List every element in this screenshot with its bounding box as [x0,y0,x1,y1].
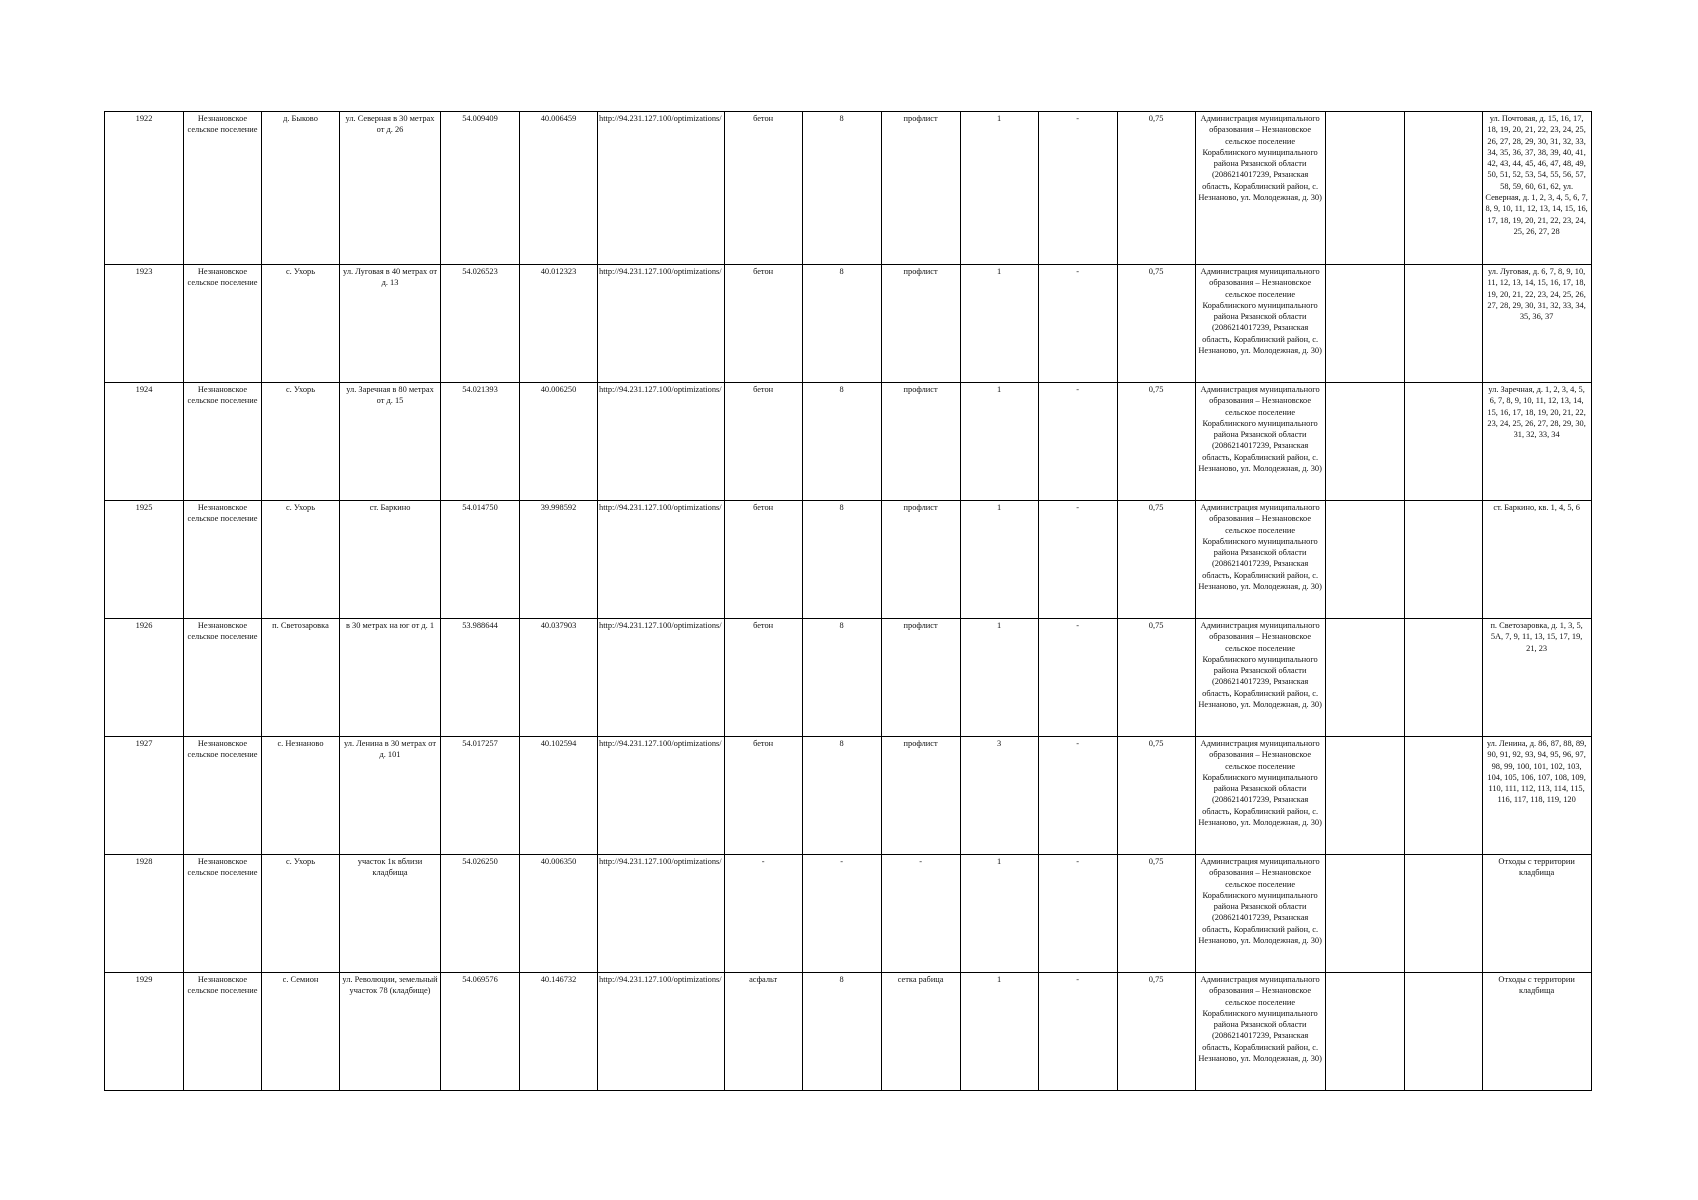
waste-sources-cell: п. Светозаровка, д. 1, 3, 5, 5А, 7, 9, 11, 13, 15, 17, 19, 21, 23 [1482,619,1591,737]
latitude-cell: 54.026523 [441,265,520,383]
surface-cell: бетон [724,112,802,265]
owner-cell: Администрация муниципального образования – Незнановское сельское поселение Кораблинского муниципального района Рязанской области (2086214017239, Рязанская область, Кораблинский район, с. Незнаново, ул. Молодежная, д. 30) [1195,619,1325,737]
address-cell: ул. Революции, земельный участок 78 (кладбище) [340,973,441,1091]
empty-cell [1325,737,1404,855]
address-cell: ул. Луговая в 40 метрах от д. 13 [340,265,441,383]
surface-cell: бетон [724,383,802,501]
locality-cell: с. Семион [262,973,340,1091]
owner-cell: Администрация муниципального образования – Незнановское сельское поселение Кораблинского муниципального района Рязанской области (2086214017239, Рязанская область, Кораблинский район, с. Незнаново, ул. Молодежная, д. 30) [1195,973,1325,1091]
row-number-cell: 1923 [105,265,184,383]
table-row [105,619,1592,737]
planned-containers-cell: - [1038,737,1117,855]
container-count-cell: 1 [960,265,1038,383]
row-number-cell: 1926 [105,619,184,737]
address-cell: ул. Северная в 30 метрах от д. 26 [340,112,441,265]
empty-cell [1404,737,1482,855]
row-number-cell: 1925 [105,501,184,619]
settlement-cell: Незнановское сельское поселение [184,265,262,383]
volume-cell: 0,75 [1117,619,1195,737]
settlement-cell: Незнановское сельское поселение [184,855,262,973]
volume-cell: 0,75 [1117,737,1195,855]
owner-cell: Администрация муниципального образования – Незнановское сельское поселение Кораблинского муниципального района Рязанской области (2086214017239, Рязанская область, Кораблинский район, с. Незнаново, ул. Молодежная, д. 30) [1195,112,1325,265]
waste-sources-cell: ст. Баркино, кв. 1, 4, 5, 6 [1482,501,1591,619]
longitude-cell: 40.006250 [520,383,598,501]
empty-cell [1325,855,1404,973]
table-row [105,973,1592,1091]
address-cell: ул. Ленина в 30 метрах от д. 101 [340,737,441,855]
empty-cell [1325,501,1404,619]
container-count-cell: 1 [960,619,1038,737]
fence-cell: профлист [881,383,960,501]
settlement-cell: Незнановское сельское поселение [184,619,262,737]
empty-cell [1404,112,1482,265]
latitude-cell: 54.017257 [441,737,520,855]
surface-cell: бетон [724,619,802,737]
locality-cell: д. Быково [262,112,340,265]
surface-cell: асфальт [724,973,802,1091]
link-cell[interactable]: http://94.231.127.100/optimizations/ [598,112,725,265]
owner-cell: Администрация муниципального образования – Незнановское сельское поселение Кораблинского муниципального района Рязанской области (2086214017239, Рязанская область, Кораблинский район, с. Незнаново, ул. Молодежная, д. 30) [1195,383,1325,501]
locality-cell: с. Незнаново [262,737,340,855]
row-number-cell: 1928 [105,855,184,973]
area-cell: 8 [802,265,881,383]
table-row [105,265,1592,383]
planned-containers-cell: - [1038,501,1117,619]
surface-cell: бетон [724,501,802,619]
volume-cell: 0,75 [1117,501,1195,619]
table-row [105,855,1592,973]
area-cell: 8 [802,737,881,855]
waste-sources-cell: ул. Луговая, д. 6, 7, 8, 9, 10, 11, 12, 13, 14, 15, 16, 17, 18, 19, 20, 21, 22, 23, 24, 25, 26, 27, 28, 29, 30, 31, 32, 33, 34, 35, 36, 37 [1482,265,1591,383]
settlement-cell: Незнановское сельское поселение [184,737,262,855]
row-number-cell: 1922 [105,112,184,265]
empty-cell [1404,383,1482,501]
planned-containers-cell: - [1038,265,1117,383]
area-cell: 8 [802,112,881,265]
empty-cell [1404,501,1482,619]
latitude-cell: 54.069576 [441,973,520,1091]
address-cell: в 30 метрах на юг от д. 1 [340,619,441,737]
link-cell[interactable]: http://94.231.127.100/optimizations/ [598,973,725,1091]
planned-containers-cell: - [1038,112,1117,265]
locality-cell: с. Ухорь [262,501,340,619]
container-count-cell: 1 [960,855,1038,973]
owner-cell: Администрация муниципального образования – Незнановское сельское поселение Кораблинского муниципального района Рязанской области (2086214017239, Рязанская область, Кораблинский район, с. Незнаново, ул. Молодежная, д. 30) [1195,265,1325,383]
container-count-cell: 1 [960,112,1038,265]
row-number-cell: 1927 [105,737,184,855]
table-row [105,383,1592,501]
settlement-cell: Незнановское сельское поселение [184,501,262,619]
latitude-cell: 53.988644 [441,619,520,737]
waste-sources-cell: ул. Заречная, д. 1, 2, 3, 4, 5, 6, 7, 8, 9, 10, 11, 12, 13, 14, 15, 16, 17, 18, 19, 20, 21, 22, 23, 24, 25, 26, 27, 28, 29, 30, 31, 32, 33, 34 [1482,383,1591,501]
container-count-cell: 1 [960,383,1038,501]
link-cell[interactable]: http://94.231.127.100/optimizations/ [598,383,725,501]
planned-containers-cell: - [1038,383,1117,501]
row-number-cell: 1924 [105,383,184,501]
fence-cell: профлист [881,619,960,737]
empty-cell [1404,619,1482,737]
volume-cell: 0,75 [1117,265,1195,383]
link-cell[interactable]: http://94.231.127.100/optimizations/ [598,855,725,973]
latitude-cell: 54.009409 [441,112,520,265]
longitude-cell: 40.037903 [520,619,598,737]
fence-cell: профлист [881,265,960,383]
latitude-cell: 54.026250 [441,855,520,973]
latitude-cell: 54.014750 [441,501,520,619]
address-cell: участок 1к вблизи кладбища [340,855,441,973]
table-row [105,112,1592,265]
owner-cell: Администрация муниципального образования – Незнановское сельское поселение Кораблинского муниципального района Рязанской области (2086214017239, Рязанская область, Кораблинский район, с. Незнаново, ул. Молодежная, д. 30) [1195,737,1325,855]
link-cell[interactable]: http://94.231.127.100/optimizations/ [598,501,725,619]
settlement-cell: Незнановское сельское поселение [184,383,262,501]
waste-sources-cell: Отходы с территории кладбища [1482,973,1591,1091]
longitude-cell: 40.006459 [520,112,598,265]
settlement-cell: Незнановское сельское поселение [184,112,262,265]
row-number-cell: 1929 [105,973,184,1091]
container-count-cell: 1 [960,973,1038,1091]
fence-cell: - [881,855,960,973]
waste-sites-table [104,111,1592,1091]
volume-cell: 0,75 [1117,855,1195,973]
waste-sources-cell: ул. Почтовая, д. 15, 16, 17, 18, 19, 20, 21, 22, 23, 24, 25, 26, 27, 28, 29, 30, 31, 32, 33, 34, 35, 36, 37, 38, 39, 40, 41, 42, 43, 44, 45, 46, 47, 48, 49, 50, 51, 52, 53, 54, 55, 56, 57, 58, 59, 60, 61, 62, ул. Северная, д. 1, 2, 3, 4, 5, 6, 7, 8, 9, 10, 11, 12, 13, 14, 15, 16, 17, 18, 19, 20, 21, 22, 23, 24, 25, 26, 27, 28 [1482,112,1591,265]
volume-cell: 0,75 [1117,112,1195,265]
empty-cell [1325,383,1404,501]
volume-cell: 0,75 [1117,973,1195,1091]
waste-sources-cell: Отходы с территории кладбища [1482,855,1591,973]
area-cell: 8 [802,619,881,737]
empty-cell [1404,973,1482,1091]
locality-cell: с. Ухорь [262,383,340,501]
table-row [105,737,1592,855]
planned-containers-cell: - [1038,855,1117,973]
surface-cell: - [724,855,802,973]
fence-cell: сетка рабица [881,973,960,1091]
fence-cell: профлист [881,737,960,855]
longitude-cell: 40.146732 [520,973,598,1091]
empty-cell [1325,973,1404,1091]
owner-cell: Администрация муниципального образования – Незнановское сельское поселение Кораблинского муниципального района Рязанской области (2086214017239, Рязанская область, Кораблинский район, с. Незнаново, ул. Молодежная, д. 30) [1195,501,1325,619]
address-cell: ул. Заречная в 80 метрах от д. 15 [340,383,441,501]
empty-cell [1404,855,1482,973]
surface-cell: бетон [724,737,802,855]
area-cell: 8 [802,501,881,619]
container-count-cell: 1 [960,501,1038,619]
fence-cell: профлист [881,501,960,619]
area-cell: 8 [802,383,881,501]
planned-containers-cell: - [1038,973,1117,1091]
owner-cell: Администрация муниципального образования – Незнановское сельское поселение Кораблинского муниципального района Рязанской области (2086214017239, Рязанская область, Кораблинский район, с. Незнаново, ул. Молодежная, д. 30) [1195,855,1325,973]
settlement-cell: Незнановское сельское поселение [184,973,262,1091]
empty-cell [1325,619,1404,737]
surface-cell: бетон [724,265,802,383]
planned-containers-cell: - [1038,619,1117,737]
link-cell[interactable]: http://94.231.127.100/optimizations/ [598,737,725,855]
container-count-cell: 3 [960,737,1038,855]
locality-cell: п. Светозаровка [262,619,340,737]
longitude-cell: 40.006350 [520,855,598,973]
longitude-cell: 40.012323 [520,265,598,383]
locality-cell: с. Ухорь [262,855,340,973]
volume-cell: 0,75 [1117,383,1195,501]
empty-cell [1404,265,1482,383]
address-cell: ст. Баркино [340,501,441,619]
fence-cell: профлист [881,112,960,265]
table-row [105,501,1592,619]
longitude-cell: 39.998592 [520,501,598,619]
empty-cell [1325,112,1404,265]
area-cell: - [802,855,881,973]
locality-cell: с. Ухорь [262,265,340,383]
area-cell: 8 [802,973,881,1091]
longitude-cell: 40.102594 [520,737,598,855]
link-cell[interactable]: http://94.231.127.100/optimizations/ [598,619,725,737]
empty-cell [1325,265,1404,383]
waste-sources-cell: ул. Ленина, д. 86, 87, 88, 89, 90, 91, 92, 93, 94, 95, 96, 97, 98, 99, 100, 101, 102, 103, 104, 105, 106, 107, 108, 109, 110, 111, 112, 113, 114, 115, 116, 117, 118, 119, 120 [1482,737,1591,855]
latitude-cell: 54.021393 [441,383,520,501]
link-cell[interactable]: http://94.231.127.100/optimizations/ [598,265,725,383]
